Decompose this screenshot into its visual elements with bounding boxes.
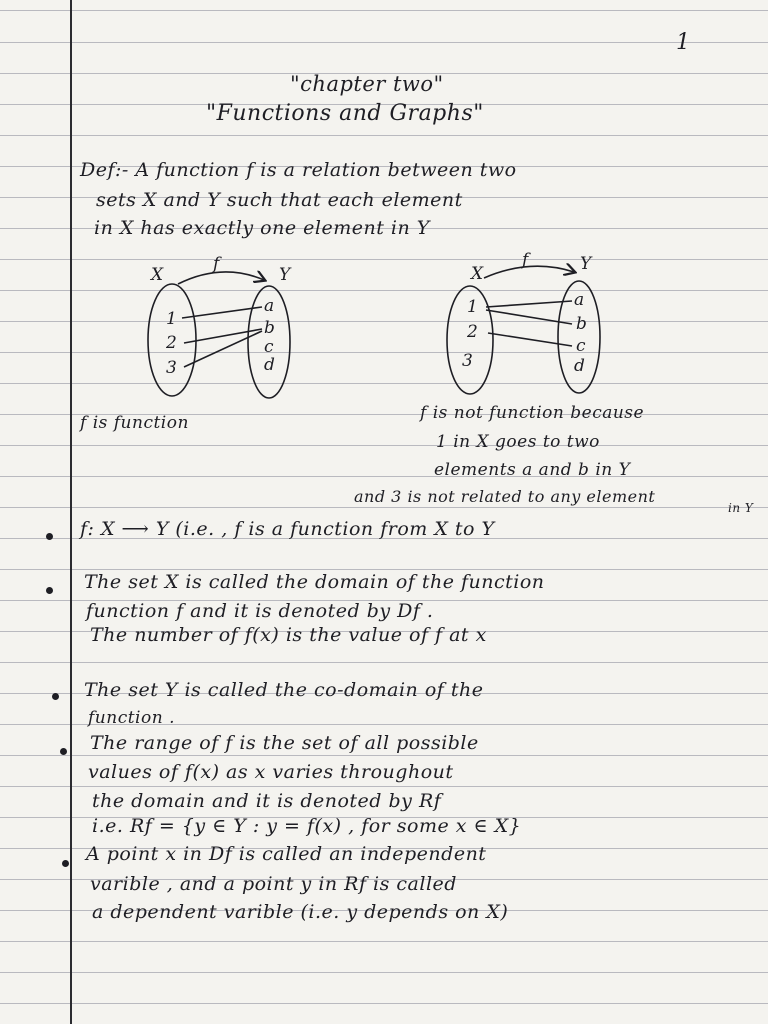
- note-line: i.e. Rf = {y ∈ Y : y = f(x) , for some x ∈ X}: [92, 815, 522, 837]
- left-x-item: 3: [166, 358, 177, 378]
- left-map-arrow: [178, 272, 264, 284]
- right-y-item: d: [574, 356, 585, 376]
- bullet-dot: [46, 587, 53, 594]
- page-number: 1: [676, 30, 691, 55]
- note-line: a dependent varible (i.e. y depends on X): [92, 901, 509, 923]
- bullet-dot: [46, 533, 53, 540]
- definition-line: in X has exactly one element in Y: [94, 217, 430, 239]
- right-x-item: 1: [467, 297, 478, 317]
- left-diagram-caption: f is function: [80, 413, 189, 433]
- left-y-item: b: [264, 318, 275, 338]
- mapping-line: [486, 301, 572, 307]
- right-y-item: c: [576, 336, 586, 356]
- note-line: varible , and a point y in Rf is called: [90, 873, 457, 895]
- right-y-item: b: [576, 314, 587, 334]
- chapter-subtitle: "Functions and Graphs": [206, 101, 484, 126]
- mapping-line: [488, 333, 572, 346]
- right-diagram-caption: elements a and b in Y: [434, 460, 631, 480]
- note-line: The range of f is the set of all possible: [90, 732, 479, 754]
- right-set-y-label: Y: [580, 254, 592, 274]
- bullet-dot: [52, 693, 59, 700]
- mapping-line: [184, 329, 262, 343]
- note-line: The number of f(x) is the value of f at x: [90, 624, 487, 646]
- left-y-item: c: [264, 337, 274, 357]
- note-line: The set Y is called the co-domain of the: [84, 679, 484, 701]
- left-x-item: 1: [166, 309, 177, 329]
- note-line: function .: [88, 708, 175, 728]
- note-line: the domain and it is denoted by Rf: [92, 790, 442, 812]
- note-line: function f and it is denoted by Df .: [86, 600, 434, 622]
- right-x-item: 3: [462, 351, 473, 371]
- right-set-x-label: X: [471, 264, 484, 284]
- right-y-item: a: [574, 290, 585, 310]
- note-line: values of f(x) as x varies throughout: [88, 761, 454, 783]
- right-map-label: f: [522, 250, 529, 270]
- right-diagram-caption: and 3 is not related to any element: [354, 487, 656, 506]
- bullet-dot: [60, 748, 67, 755]
- right-diagram-caption: 1 in X goes to two: [436, 432, 600, 452]
- left-y-item: a: [264, 296, 275, 316]
- mapping-line: [182, 307, 262, 318]
- note-line: f: X ⟶ Y (i.e. , f is a function from X to Y: [80, 518, 495, 540]
- left-map-label: f: [213, 254, 220, 274]
- note-line: The set X is called the domain of the function: [84, 571, 545, 593]
- right-diagram-caption: in Y: [728, 501, 754, 515]
- bullet-dot: [62, 860, 69, 867]
- margin-line: [70, 0, 72, 1024]
- left-x-item: 2: [166, 333, 177, 353]
- note-line: A point x in Df is called an independent: [86, 843, 487, 865]
- right-map-arrow: [484, 266, 574, 278]
- mapping-line: [184, 331, 262, 367]
- chapter-title: "chapter two": [290, 72, 444, 96]
- left-set-y-label: Y: [279, 265, 291, 285]
- definition-line: Def:- A function f is a relation between two: [80, 159, 517, 181]
- left-set-x-label: X: [151, 265, 164, 285]
- mapping-line: [486, 310, 572, 324]
- right-diagram-caption: f is not function because: [420, 403, 645, 423]
- definition-line: sets X and Y such that each element: [96, 189, 463, 211]
- left-y-item: d: [264, 355, 275, 375]
- right-x-item: 2: [467, 322, 478, 342]
